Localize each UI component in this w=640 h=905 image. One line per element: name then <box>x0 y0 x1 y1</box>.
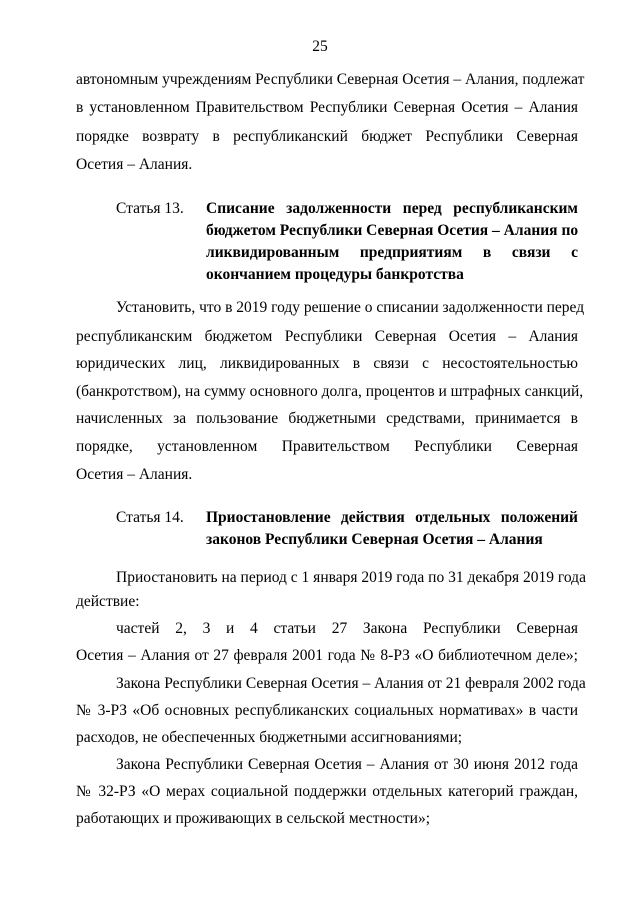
article-14-body-line: расходов, не обеспеченных бюджетными ассигнованиями; <box>76 729 463 746</box>
article-14-body-line: работающих и проживающих в сельской местности»; <box>76 810 431 827</box>
article-13-label: Статья 13. <box>116 200 184 217</box>
article-14-body-line: Осетия – Алания от 27 февраля 2001 года № 8-РЗ «О библиотечном деле»; <box>76 647 578 664</box>
body-line: автономным учреждениям Республики Северная Осетия – Алания, подлежат <box>76 71 585 88</box>
article-13-title-line: бюджетом Республики Северная Осетия – Алания по <box>206 222 579 239</box>
article-13-body-line: порядке, установленном Правительством Республики Северная <box>76 438 578 455</box>
article-14-body-line: частей 2, 3 и 4 статьи 27 Закона Республики Северная <box>116 620 578 637</box>
article-13-title-line: ликвидированным предприятиям в связи с <box>206 244 578 261</box>
article-14-label: Статья 14. <box>116 509 184 526</box>
article-14-body-line: Закона Республики Северная Осетия – Алания от 30 июня 2012 года <box>116 756 578 773</box>
page-number: 25 <box>312 38 328 55</box>
article-14-body-line: № 3-РЗ «Об основных республиканских социальных нормативах» в части <box>76 702 578 719</box>
article-14-title-line: законов Республики Северная Осетия – Алания <box>206 531 543 548</box>
article-13-body-line: Установить, что в 2019 году решение о списании задолженности перед <box>116 299 585 316</box>
body-line: порядке возврату в республиканский бюджет Республики Северная <box>76 128 578 145</box>
article-14-body-line: № 32-РЗ «О мерах социальной поддержки отдельных категорий граждан, <box>76 783 578 800</box>
article-13-title-line: окончанием процедуры банкротства <box>206 266 464 283</box>
article-14-body-line: Приостановить на период с 1 января 2019 года по 31 декабря 2019 года <box>116 569 586 586</box>
article-14-body-line: Закона Республики Северная Осетия – Алания от 21 февраля 2002 года <box>116 675 586 692</box>
article-13-title-line: Списание задолженности перед республиканским <box>206 200 578 217</box>
body-line: Осетия – Алания. <box>76 156 193 173</box>
article-14-title-line: Приостановление действия отдельных положений <box>206 509 578 526</box>
article-13-body-line: (банкротством), на сумму основного долга, процентов и штрафных санкций, <box>76 383 584 400</box>
article-13-body-line: начисленных за пользование бюджетными средствами, принимается в <box>76 410 578 427</box>
article-13-body-line: республиканским бюджетом Республики Северная Осетия – Алания <box>76 328 578 345</box>
article-13-body-line: юридических лиц, ликвидированных в связи с несостоятельностью <box>76 355 578 372</box>
article-13-body-line: Осетия – Алания. <box>76 466 193 483</box>
body-line: в установленном Правительством Республики Северная Осетия – Алания <box>76 99 578 116</box>
article-14-body-line: действие: <box>76 593 140 610</box>
